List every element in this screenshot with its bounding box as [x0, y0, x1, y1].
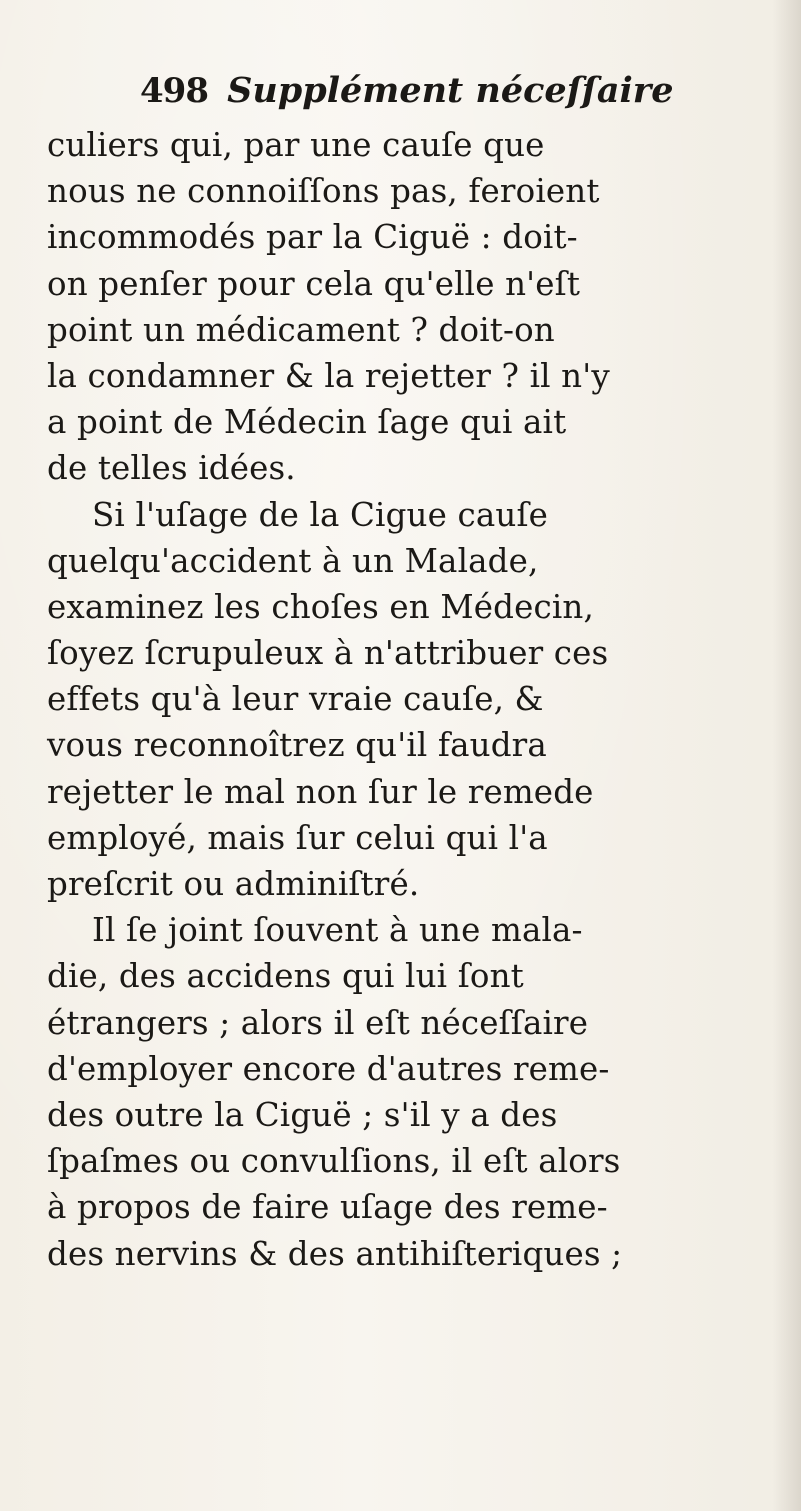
text-line: quelqu'accident à un Malade, [47, 541, 539, 580]
paragraph-start-line: Il ſe joint ſouvent à une mala- [92, 911, 583, 950]
body-text [47, 122, 787, 1277]
text-line: die, des accidens qui lui ſont [47, 957, 524, 996]
text-line: étrangers ; alors il eſt néceſſaire [47, 1003, 589, 1042]
text-line: culiers qui, par une cauſe que [47, 126, 545, 164]
text-line: rejetter le mal non ſur le remede [47, 772, 594, 811]
page-number: 498 [140, 71, 208, 111]
text-line: point un médicament ? doit-on [47, 310, 555, 349]
text-line: nous ne connoiſſons pas, feroient [47, 172, 600, 211]
text-line: examinez les choſes en Médecin, [47, 587, 594, 626]
text-line: la condamner & la rejetter ? il n'y [47, 356, 610, 395]
text-line: incommodés par la Ciguë : doit- [47, 218, 578, 257]
paragraph-start-line: Si l'uſage de la Cigue cauſe [92, 495, 549, 534]
text-line: vous reconnoîtrez qu'il faudra [47, 726, 547, 765]
text-line: ſoyez ſcrupuleux à n'attribuer ces [47, 634, 609, 673]
text-line: on penſer pour cela qu'elle n'eſt [47, 264, 581, 303]
page-header [140, 70, 700, 120]
text-line: effets qu'à leur vraie cauſe, & [47, 680, 544, 719]
text-line: employé, mais ſur celui qui l'a [47, 818, 548, 857]
text-line: de telles idées. [47, 449, 296, 488]
text-line: preſcrit ou adminiſtré. [47, 865, 420, 903]
text-line: ſpaſmes ou convulſions, il eſt alors [47, 1142, 621, 1181]
running-title: Supplément néceſſaire [227, 70, 674, 111]
text-line: des nervins & des antihiſteriques ; [47, 1234, 623, 1273]
text-line: d'employer encore d'autres reme- [47, 1049, 610, 1088]
text-line: des outre la Ciguë ; s'il y a des [47, 1095, 558, 1134]
text-line: a point de Médecin ſage qui ait [47, 403, 567, 442]
text-line: à propos de faire uſage des reme- [47, 1188, 608, 1227]
